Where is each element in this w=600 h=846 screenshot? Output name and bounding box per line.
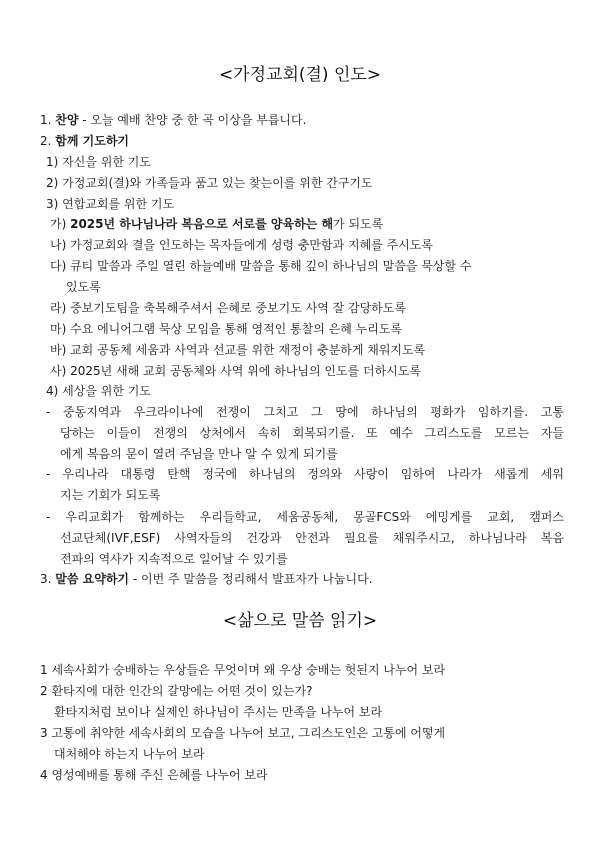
item-text: - 이번 주 말씀을 정리해서 발표자가 나눕니다. [129,572,373,586]
world-prayer-2: - 우리나라 대통령 탄핵 정국에 하나님의 정의와 사랑이 임하여 나라가 새롭게 세워 [46,467,564,481]
item-text: - 오늘 예배 찬양 중 한 곡 이상을 부릅니다. [78,113,307,127]
world-prayer-1-end: 에게 복음의 문이 열려 주님을 만나 알 수 있게 되기를 [60,447,338,461]
church-prayer-ba: 바) 교회 공동체 세움과 사역과 선교를 위한 재정이 충분하게 채워지도록 [50,343,426,357]
church-prayer-na: 나) 가정교회와 결을 인도하는 목자들에게 성령 충만함과 지혜를 주시도록 [50,238,433,252]
question-2-cont: 환타지처럼 보이나 실제인 하나님이 주시는 만족을 나누어 보라 [54,705,383,719]
church-prayer-sa: 사) 2025년 새해 교회 공동체와 사역 위에 하나님의 인도를 더하시도록 [50,364,421,378]
question-3: 3 고통에 취약한 세속사회의 모습을 나누어 보고, 그리스도인은 고통에 어떻게 [40,726,446,740]
world-prayer-3: - 우리교회가 함께하는 우리들학교, 세움공동체, 몽골FCS와 에밍게를 교회, 캠퍼스 [46,510,564,524]
question-3-cont: 대처해야 하는지 나누어 보라 [54,747,205,761]
question-1: 1 세속사회가 숭배하는 우상들은 무엇이며 왜 우상 숭배는 헛된지 나누어 보라 [40,663,446,677]
church-prayer-ra: 라) 중보기도팀을 축복해주셔서 은혜로 중보기도 사역 잘 감당하도록 [50,301,406,315]
world-prayer-1: - 중동지역과 우크라이나에 전쟁이 그치고 그 땅에 하나님의 평화가 임하기를. 고통 [46,405,564,419]
world-prayer-3-cont: 선교단체(IVF,ESF) 사역자들의 건강과 안전과 필요를 채워주시고, 하나님나라 복음 [60,531,564,545]
year-theme: 2025년 하나님나라 복음으로 서로를 양육하는 해 [70,217,334,231]
sub-item-world: 4) 세상을 위한 기도 [46,384,151,398]
section-title-word-in-life: <삶으로 말씀 읽기> [222,611,378,631]
item-praise [40,112,306,128]
item-label: 말씀 요약하기 [55,572,130,586]
world-prayer-2-end: 지는 기회가 되도록 [60,488,161,502]
church-prayer-ma: 마) 수요 에니어그램 묵상 모임을 통해 영적인 통찰의 은혜 누리도록 [50,322,402,336]
world-prayer-3-end: 전파의 역사가 지속적으로 일어날 수 있기를 [60,552,288,566]
item-summary [40,571,373,587]
church-prayer-da: 다) 큐티 말씀과 주일 열린 하늘예배 말씀을 통해 깊이 하나님의 말씀을 묵상할 수 [50,259,472,273]
question-2: 2 환타지에 대한 인간의 갈망에는 어떤 것이 있는가? [40,684,313,698]
world-prayer-1-cont: 당하는 이들이 전쟁의 상처에서 속히 회복되기를. 또 예수 그리스도를 모르는 자들 [60,426,564,440]
item-number: 3. [40,572,52,586]
section-title-house-church: <가정교회(결) 인도> [218,65,382,85]
item-prayer [40,133,129,149]
sub-item-self: 1) 자신을 위한 기도 [46,155,151,169]
item-number: 1. [40,113,52,127]
item-label: 찬양 [55,113,79,127]
church-prayer-da-cont: 있도록 [66,280,101,294]
item-number: 2. [40,134,52,148]
question-4: 4 영성예배를 통해 주신 은혜를 나누어 보라 [40,768,268,782]
church-prayer-ga: 가) 2025년 하나님나라 복음으로 서로를 양육하는 해가 되도록 [50,217,384,231]
item-label: 함께 기도하기 [55,134,130,148]
sub-item-church: 3) 연합교회를 위한 기도 [46,197,175,211]
sub-item-family: 2) 가정교회(결)와 가족들과 품고 있는 찾는이를 위한 간구기도 [46,176,373,190]
